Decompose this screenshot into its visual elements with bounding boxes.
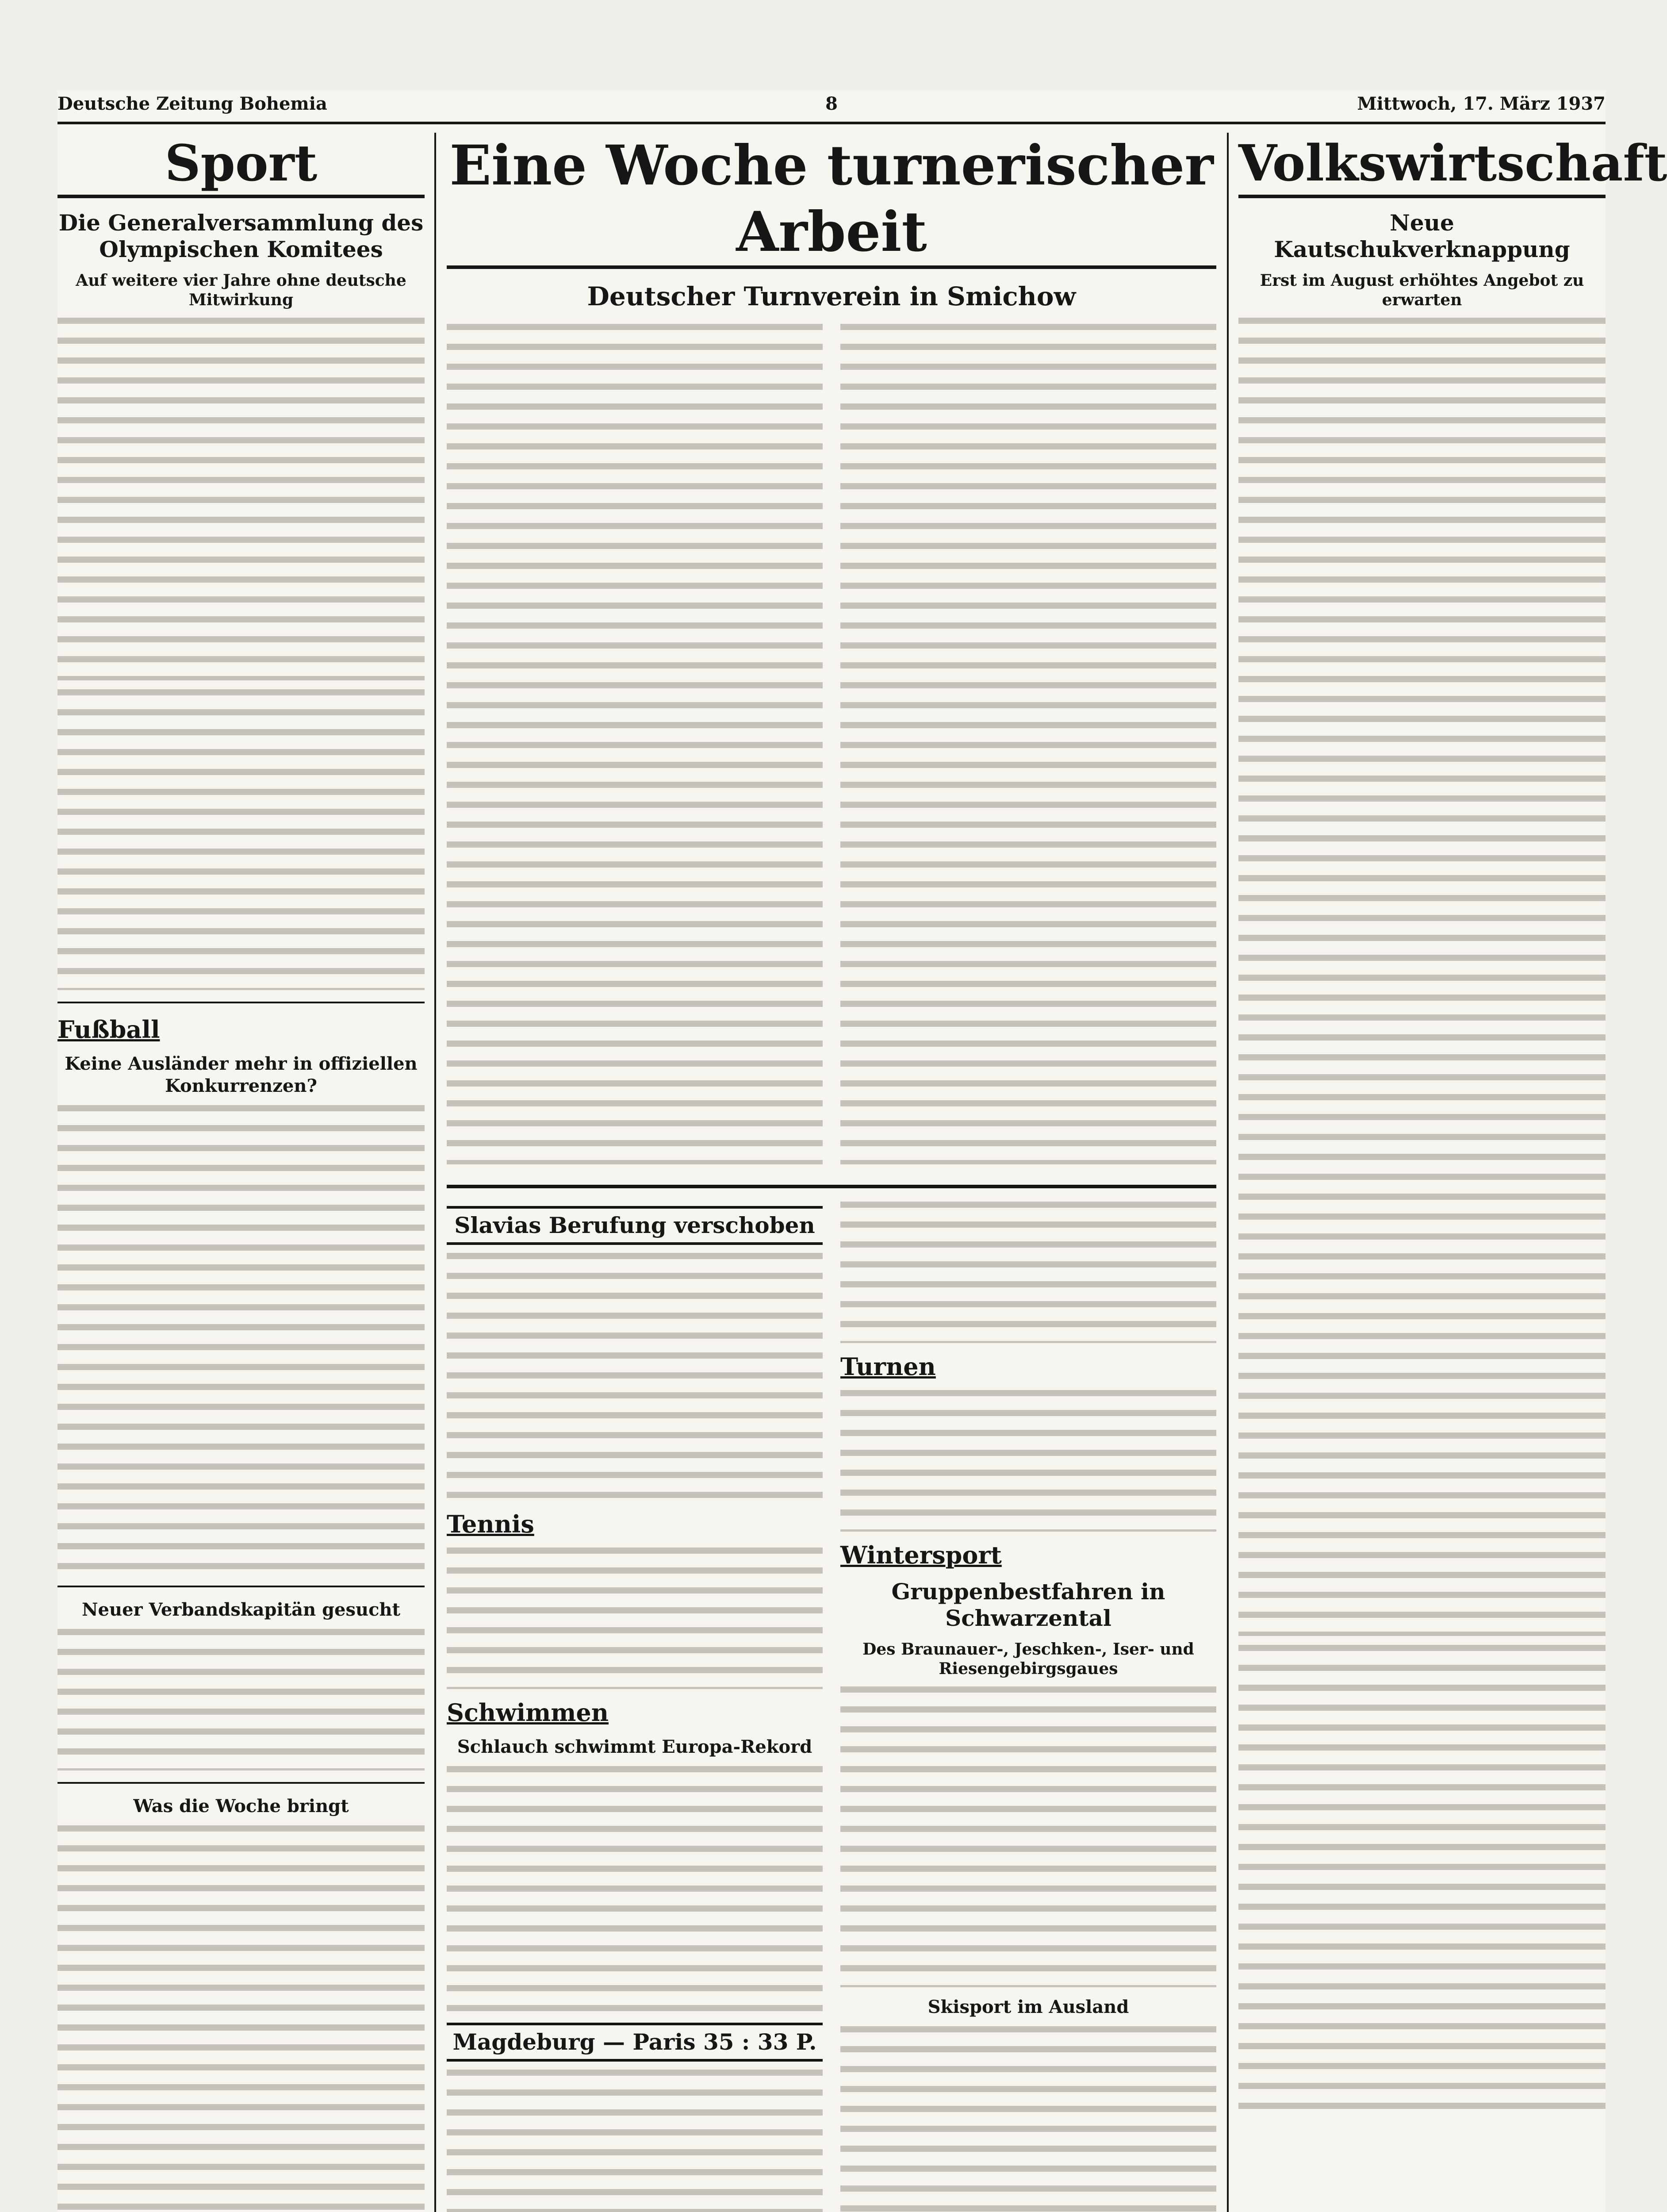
article-subheadline: Deutscher Turnverein in Smichow xyxy=(587,281,1076,311)
article-column xyxy=(840,324,1216,1173)
article-body xyxy=(447,1766,823,2014)
divider xyxy=(57,1586,425,1587)
article-headline: Gruppenbestfahren in Schwarzental xyxy=(891,1578,1165,1631)
section-title-sport: Sport xyxy=(57,133,425,198)
article-headline: Slavias Berufung verschoben xyxy=(447,1206,823,1245)
newspaper-sheet xyxy=(57,91,1667,2212)
article-headline: Skisport im Ausland xyxy=(927,1997,1129,2017)
article-body xyxy=(1238,318,1606,787)
article-body xyxy=(840,802,1216,1164)
masthead-title: Deutsche Zeitung Bohemia xyxy=(57,93,327,114)
article-body xyxy=(1238,1645,1606,2114)
article-body xyxy=(840,1390,1216,1532)
article-body xyxy=(1238,1273,1606,1636)
divider xyxy=(447,1185,1216,1188)
article-body xyxy=(1238,795,1606,1264)
turnen-column xyxy=(447,133,1216,2212)
news-column-right xyxy=(840,1202,1216,2212)
issue-date: Mittwoch, 17. März 1937 xyxy=(1357,93,1606,114)
section-title-turnen: Eine Woche turnerischer Arbeit xyxy=(447,133,1216,269)
article-headline: Was die Woche bringt xyxy=(133,1796,349,1816)
news-column-left xyxy=(447,1202,823,2212)
article-headline: Magdeburg — Paris 35 : 33 P. xyxy=(447,2023,823,2062)
subsection-title-fussball: Fußball xyxy=(57,1015,160,1044)
article-body xyxy=(840,2026,1216,2212)
article-deck: Des Braunauer-, Jeschken-, Iser- und Riesengebirgsgaues xyxy=(862,1640,1194,1678)
article-columns xyxy=(447,324,1216,1173)
article-body xyxy=(57,318,425,680)
divider xyxy=(57,1002,425,1003)
column-divider xyxy=(1227,133,1229,2212)
subsection-title-wintersport: Wintersport xyxy=(840,1541,1002,1569)
volkswirtschaft-column xyxy=(1238,133,1667,2212)
subsection-title-schwimmen: Schwimmen xyxy=(447,1698,609,1727)
subsection-title-tennis: Tennis xyxy=(447,1510,534,1538)
article-body xyxy=(57,1825,425,2212)
article-headline: Neuer Verbandskapitän gesucht xyxy=(81,1599,401,1620)
article-body xyxy=(447,1548,823,1689)
article-body xyxy=(447,2070,823,2212)
divider xyxy=(57,1782,425,1784)
article-headline: Neue Kautschukverknappung xyxy=(1274,210,1570,262)
article-body xyxy=(840,1686,1216,1987)
article-body xyxy=(57,689,425,990)
column-divider xyxy=(434,133,436,2212)
article-body xyxy=(57,1629,425,1770)
running-head xyxy=(57,91,1606,124)
page-number: 8 xyxy=(825,93,838,114)
article-column xyxy=(447,324,823,1173)
article-body xyxy=(447,802,823,1164)
news-columns xyxy=(447,1202,1216,2212)
article-body xyxy=(840,1202,1216,1343)
article-body xyxy=(840,324,1216,793)
section-title-volkswirtschaft: Volkswirtschaft xyxy=(1238,133,1606,198)
article-headline: Keine Ausländer mehr in offiziellen Konkurrenzen? xyxy=(65,1053,418,1096)
article-deck: Erst im August erhöhtes Angebot zu erwarten xyxy=(1260,271,1584,309)
article-body xyxy=(447,324,823,793)
sport-column xyxy=(57,133,425,2212)
article-deck: Auf weitere vier Jahre ohne deutsche Mitwirkung xyxy=(76,271,406,309)
article-headline: Schlauch schwimmt Europa-Rekord xyxy=(457,1736,812,1757)
article-body xyxy=(447,1253,823,1501)
subsection-title-turnen: Turnen xyxy=(840,1352,936,1381)
article-body xyxy=(57,1105,425,1574)
article-headline: Die Generalversammlung des Olympischen Komitees xyxy=(58,210,424,262)
